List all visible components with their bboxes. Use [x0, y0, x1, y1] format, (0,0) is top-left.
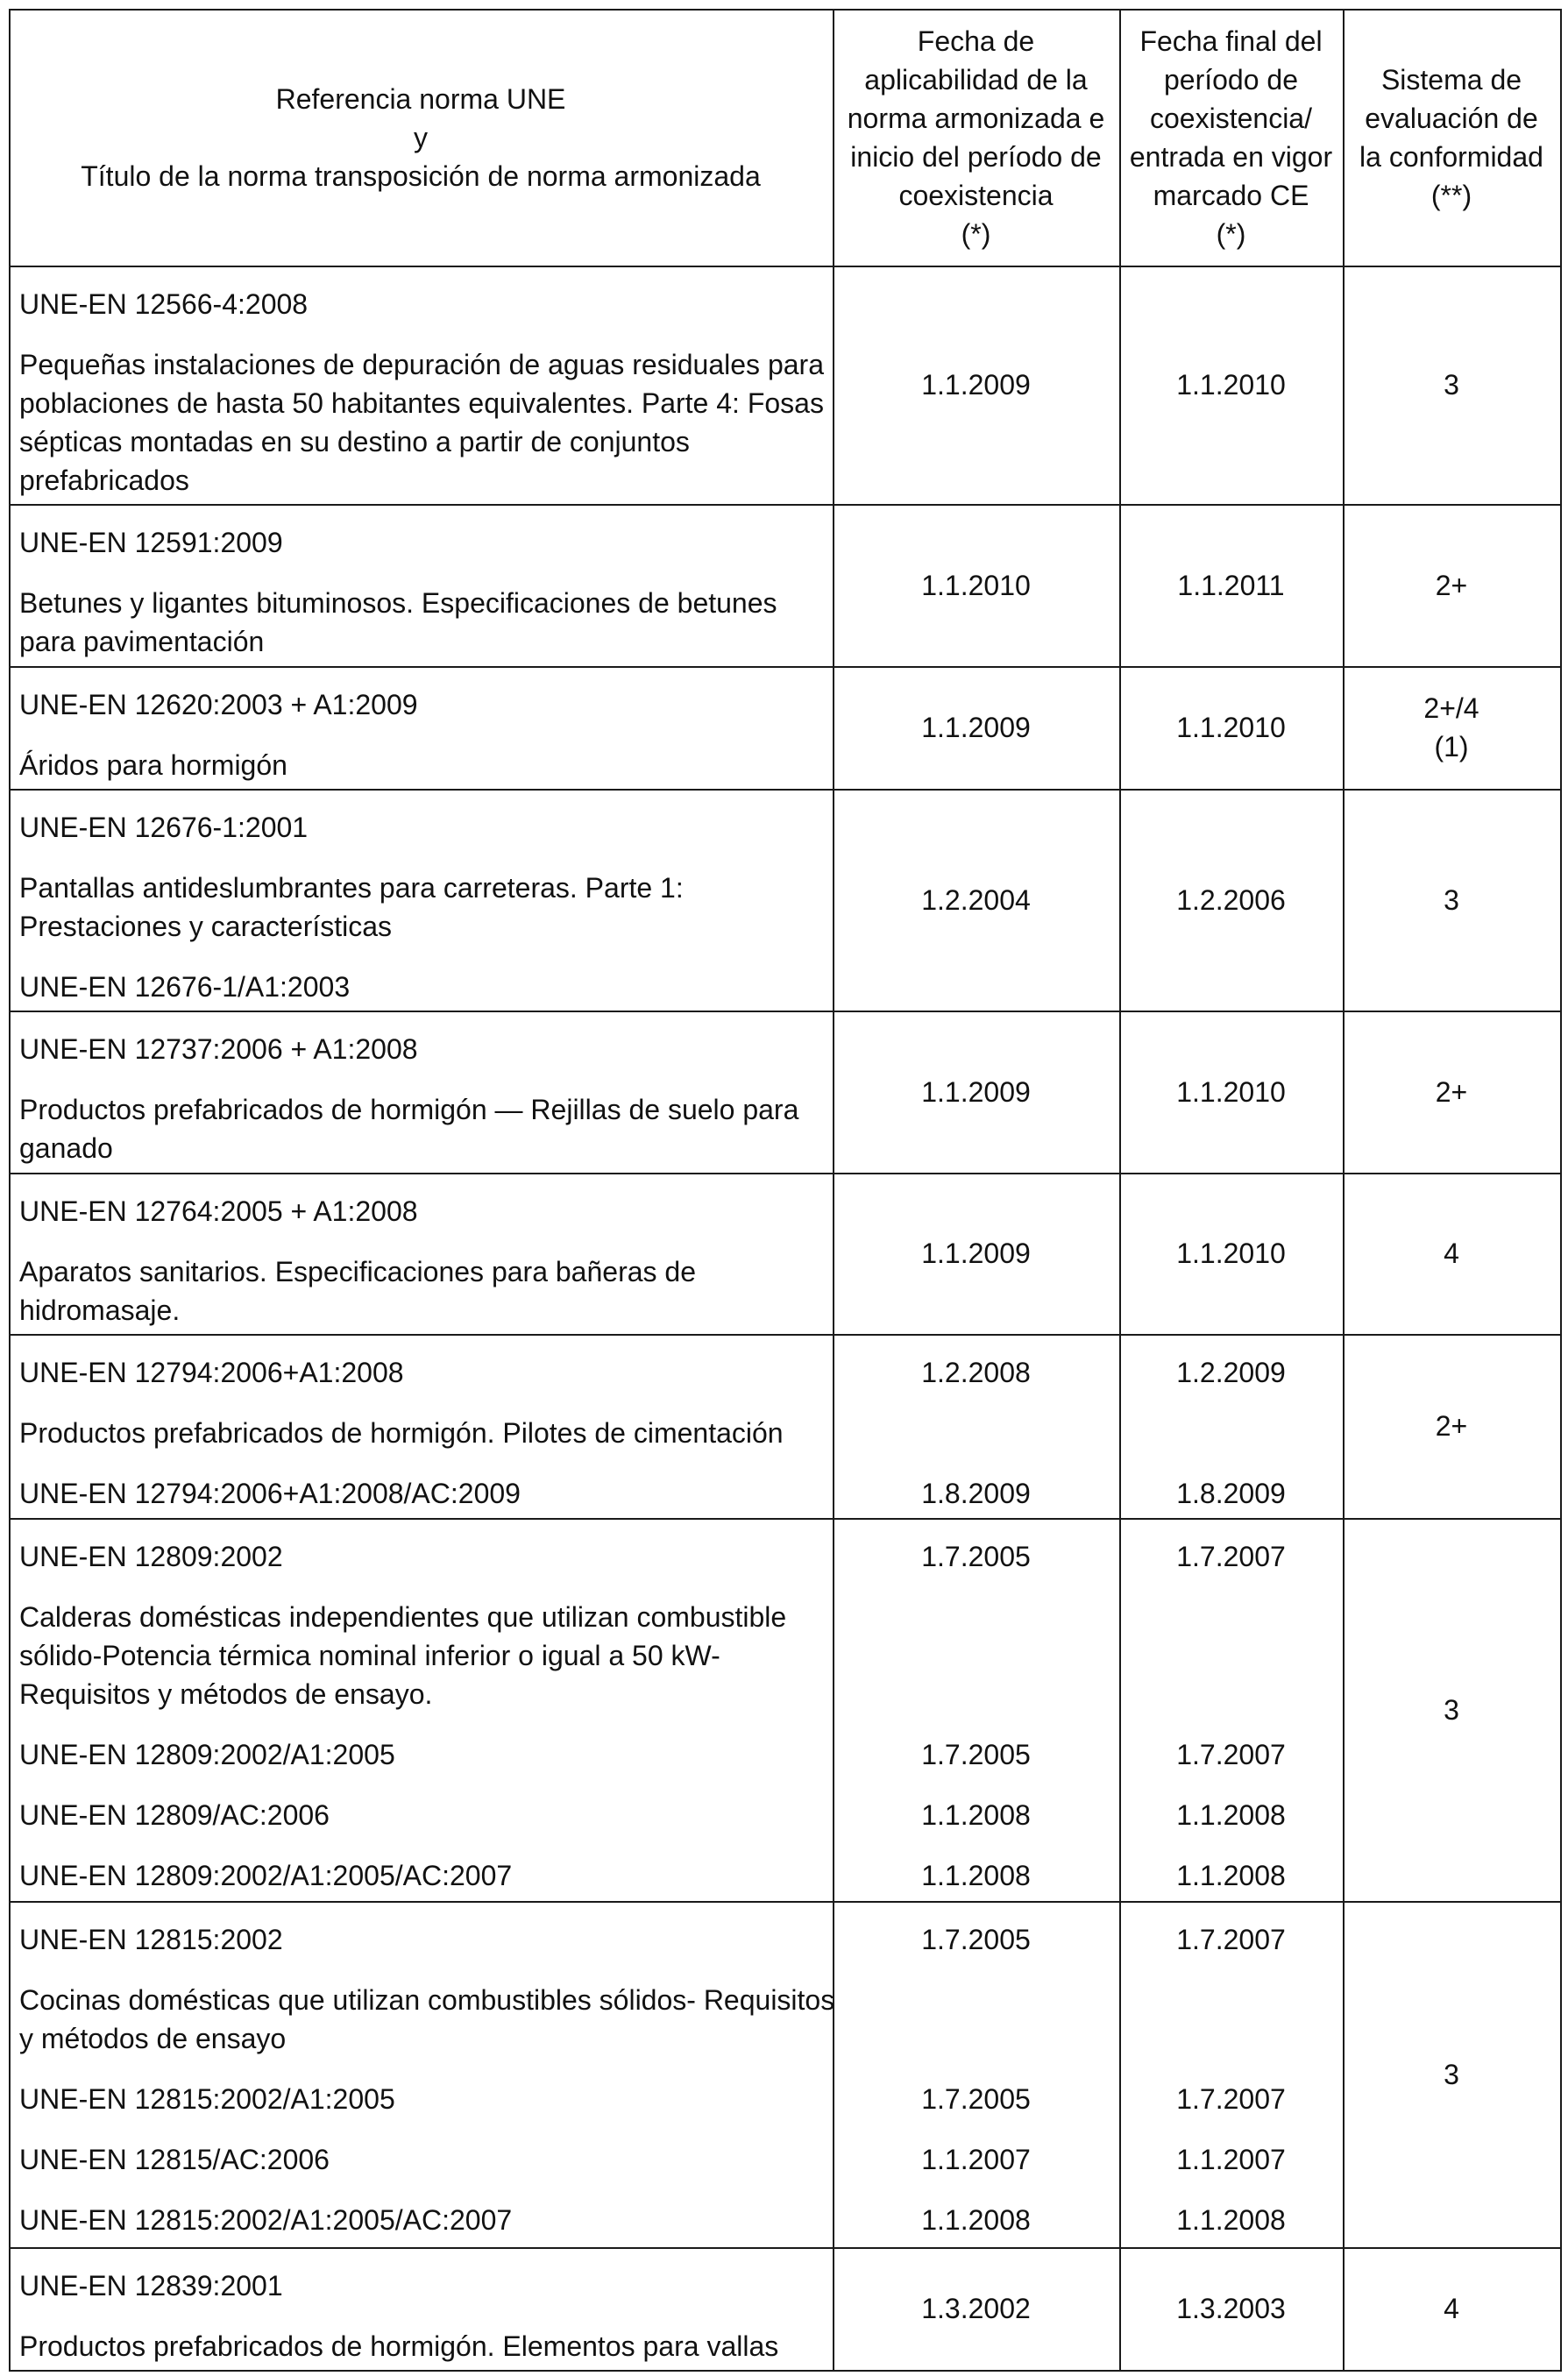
coexistence-end-date: 1.1.2010	[1176, 1238, 1286, 1269]
conformity-system: 2+	[1435, 1075, 1468, 1108]
norm-title-line: Requisitos y métodos de ensayo.	[19, 1678, 433, 1710]
header-col4-line: la conformidad	[1359, 140, 1543, 173]
conformity-system: 3	[1444, 883, 1459, 916]
coexistence-end-date: 1.7.2007	[1176, 1739, 1286, 1770]
header-col3-line: período de	[1163, 63, 1298, 96]
row-border	[9, 266, 1562, 267]
applicability-date: 1.1.2009	[921, 369, 1031, 401]
coexistence-end-date: 1.1.2010	[1176, 712, 1286, 743]
header-col3-line: Fecha final del	[1139, 25, 1323, 57]
header-col1-line: Referencia norma UNE	[275, 82, 566, 115]
row-border	[9, 1518, 1562, 1520]
amendment-reference: UNE-EN 12815:2002/A1:2005	[19, 2083, 395, 2115]
norm-title-line: Prestaciones y características	[19, 911, 393, 942]
applicability-date: 1.3.2002	[921, 2293, 1031, 2324]
row-border	[9, 789, 1562, 791]
norm-reference: UNE-EN 12815:2002	[19, 1924, 283, 1955]
applicability-date: 1.1.2010	[921, 569, 1031, 601]
norm-title-line: poblaciones de hasta 50 habitantes equivalentes. Parte 4: Fosas	[19, 387, 824, 419]
row-border	[9, 1334, 1562, 1336]
applicability-date: 1.1.2008	[921, 2204, 1031, 2236]
conformity-system: 3	[1444, 2058, 1459, 2090]
coexistence-end-date: 1.1.2008	[1176, 2204, 1286, 2236]
applicability-date: 1.1.2008	[921, 1860, 1031, 1891]
coexistence-end-date: 1.1.2010	[1176, 369, 1286, 401]
applicability-date: 1.1.2009	[921, 1238, 1031, 1269]
applicability-date: 1.7.2005	[921, 2083, 1031, 2115]
applicability-date: 1.2.2004	[921, 883, 1031, 916]
amendment-reference: UNE-EN 12676-1/A1:2003	[19, 971, 351, 1003]
column-border	[9, 9, 11, 2372]
coexistence-end-date: 1.2.2009	[1176, 1357, 1286, 1388]
conformity-system: 3	[1444, 369, 1459, 401]
coexistence-end-date: 1.1.2008	[1176, 1799, 1286, 1831]
column-border	[1343, 9, 1345, 2372]
norm-reference: UNE-EN 12591:2009	[19, 527, 283, 558]
row-border	[9, 1173, 1562, 1174]
coexistence-end-date: 1.1.2011	[1177, 569, 1285, 601]
row-border	[9, 504, 1562, 506]
amendment-reference: UNE-EN 12815:2002/A1:2005/AC:2007	[19, 2204, 513, 2236]
amendment-reference: UNE-EN 12809:2002/A1:2005/AC:2007	[19, 1860, 513, 1891]
row-border	[9, 2370, 1562, 2372]
coexistence-end-date: 1.7.2007	[1176, 1541, 1286, 1572]
coexistence-end-date: 1.1.2007	[1176, 2144, 1286, 2175]
applicability-date: 1.7.2005	[921, 1924, 1031, 1955]
header-col1-line: Título de la norma transposición de norma armonizada	[81, 160, 761, 192]
header-col2-line: coexistencia	[898, 179, 1054, 211]
row-border	[9, 1011, 1562, 1012]
norm-title-line: Áridos para hormigón	[19, 749, 287, 781]
norm-title-line: Productos prefabricados de hormigón — Rejillas de suelo para	[19, 1094, 799, 1125]
norm-reference: UNE-EN 12737:2006 + A1:2008	[19, 1033, 418, 1065]
conformity-system: 2+	[1435, 1410, 1468, 1442]
norm-title-line: prefabricados	[19, 465, 189, 496]
applicability-date: 1.1.2008	[921, 1799, 1031, 1831]
applicability-date: 1.7.2005	[921, 1739, 1031, 1770]
conformity-system: 2+	[1435, 569, 1468, 601]
amendment-reference: UNE-EN 12809:2002/A1:2005	[19, 1739, 395, 1770]
header-col2-line: (*)	[961, 217, 991, 250]
coexistence-end-date: 1.1.2008	[1176, 1860, 1286, 1891]
norm-reference: UNE-EN 12809:2002	[19, 1541, 283, 1572]
norm-title-line: y métodos de ensayo	[19, 2023, 287, 2054]
coexistence-end-date: 1.7.2007	[1176, 2083, 1286, 2115]
header-col3-line: marcado CE	[1153, 179, 1309, 211]
norm-reference: UNE-EN 12839:2001	[19, 2270, 283, 2302]
amendment-reference: UNE-EN 12809/AC:2006	[19, 1799, 330, 1831]
norm-reference: UNE-EN 12566-4:2008	[19, 288, 309, 320]
norm-title-line: hidromasaje.	[19, 1294, 181, 1326]
coexistence-end-date: 1.1.2010	[1176, 1075, 1286, 1108]
header-col4-line: (**)	[1430, 179, 1472, 211]
conformity-system: 4	[1444, 1238, 1459, 1269]
header-col3-line: (*)	[1216, 217, 1246, 250]
norm-title-line: Productos prefabricados de hormigón. Pilotes de cimentación	[19, 1417, 784, 1449]
header-col2-line: inicio del período de	[850, 140, 1102, 173]
column-border	[1119, 9, 1121, 2372]
norm-title-line: Cocinas domésticas que utilizan combustibles sólidos- Requisitos	[19, 1984, 835, 2016]
norm-title-line: Calderas domésticas independientes que utilizan combustible	[19, 1601, 787, 1633]
norm-title-line: Pequeñas instalaciones de depuración de aguas residuales para	[19, 349, 824, 380]
amendment-reference: UNE-EN 12794:2006+A1:2008/AC:2009	[19, 1478, 521, 1509]
row-border	[9, 9, 1562, 11]
row-border	[9, 1901, 1562, 1903]
norm-title-line: Pantallas antideslumbrantes para carreteras. Parte 1:	[19, 872, 684, 904]
coexistence-end-date: 1.2.2006	[1176, 883, 1286, 916]
applicability-date: 1.1.2007	[921, 2144, 1031, 2175]
header-col2-line: Fecha de	[917, 25, 1035, 57]
norm-title-line: para pavimentación	[19, 626, 265, 657]
row-border	[9, 666, 1562, 668]
norm-reference: UNE-EN 12676-1:2001	[19, 812, 309, 843]
norm-reference: UNE-EN 12620:2003 + A1:2009	[19, 689, 418, 720]
applicability-date: 1.1.2009	[921, 1075, 1031, 1108]
header-col3-line: coexistencia/	[1150, 102, 1312, 134]
applicability-date: 1.1.2009	[921, 712, 1031, 743]
conformity-system: (1)	[1434, 731, 1469, 762]
norm-reference: UNE-EN 12764:2005 + A1:2008	[19, 1195, 418, 1227]
coexistence-end-date: 1.8.2009	[1176, 1478, 1286, 1509]
applicability-date: 1.8.2009	[921, 1478, 1031, 1509]
column-border	[1560, 9, 1562, 2372]
norm-title-line: Betunes y ligantes bituminosos. Especificaciones de betunes	[19, 587, 777, 619]
norm-title-line: ganado	[19, 1132, 113, 1164]
norm-title-line: sólido-Potencia térmica nominal inferior o igual a 50 kW-	[19, 1640, 720, 1671]
applicability-date: 1.2.2008	[921, 1357, 1031, 1388]
conformity-system: 3	[1444, 1693, 1459, 1726]
conformity-system: 2+/4	[1423, 692, 1479, 724]
norm-title-line: Aparatos sanitarios. Especificaciones para bañeras de	[19, 1256, 696, 1287]
norm-title-line: Productos prefabricados de hormigón. Elementos para vallas	[19, 2330, 779, 2362]
header-col3-line: entrada en vigor	[1129, 140, 1333, 173]
coexistence-end-date: 1.7.2007	[1176, 1924, 1286, 1955]
header-col4-line: Sistema de	[1380, 63, 1522, 96]
amendment-reference: UNE-EN 12815/AC:2006	[19, 2144, 330, 2175]
header-col2-line: aplicabilidad de la	[864, 63, 1088, 96]
coexistence-end-date: 1.3.2003	[1176, 2293, 1286, 2324]
applicability-date: 1.7.2005	[921, 1541, 1031, 1572]
row-border	[9, 2247, 1562, 2249]
norm-title-line: sépticas montadas en su destino a partir de conjuntos	[19, 426, 690, 457]
header-col4-line: evaluación de	[1365, 102, 1538, 134]
header-col2-line: norma armonizada e	[847, 102, 1105, 134]
conformity-system: 4	[1444, 2293, 1459, 2324]
norm-reference: UNE-EN 12794:2006+A1:2008	[19, 1357, 404, 1388]
header-col1-line: y	[414, 121, 428, 153]
